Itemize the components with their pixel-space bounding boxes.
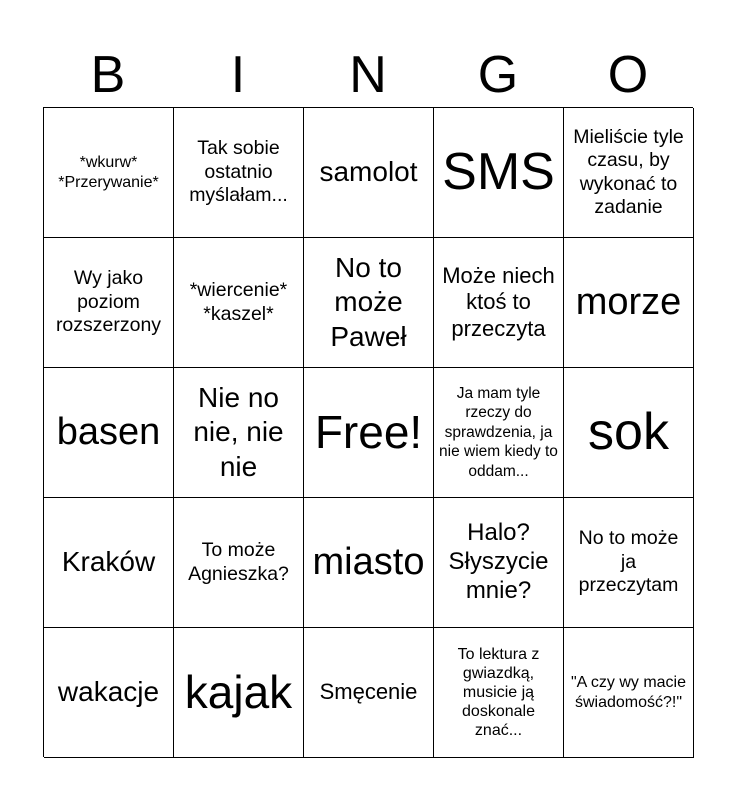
cell-text: "A czy wy macie świadomość?!" [570, 674, 687, 711]
bingo-cell[interactable] [44, 628, 174, 758]
cell-text: morze [575, 280, 682, 323]
bingo-cell[interactable] [564, 108, 694, 238]
bingo-cell[interactable] [564, 498, 694, 628]
bingo-cell[interactable] [174, 498, 304, 628]
bingo-title [43, 44, 693, 106]
cell-text: *wiercenie* *kaszel* [189, 279, 288, 325]
cell-text: wakacje [57, 676, 160, 708]
cell-text: To lektura z gwiazdką, musicie ją doskonale znać... [457, 645, 540, 740]
bingo-cell[interactable] [174, 368, 304, 498]
cell-text: sok [588, 402, 669, 461]
bingo-board [43, 107, 693, 757]
cell-text: Wy jako poziom rozszerzony [55, 267, 162, 337]
bingo-cell[interactable] [564, 628, 694, 758]
bingo-cell[interactable] [304, 108, 434, 238]
cell-text: samolot [319, 156, 418, 188]
bingo-cell[interactable] [174, 238, 304, 368]
cell-text: kajak [184, 666, 293, 719]
bingo-cell[interactable] [44, 368, 174, 498]
cell-text: miasto [312, 540, 425, 583]
title-letter-b: B [90, 46, 126, 104]
bingo-cell[interactable] [174, 628, 304, 758]
free-cell[interactable] [304, 368, 434, 498]
bingo-cell[interactable] [44, 108, 174, 238]
cell-text: Tak sobie ostatnio myślałam... [189, 137, 288, 207]
cell-text: No to może Paweł [330, 252, 407, 352]
title-letter-n: N [349, 46, 387, 104]
cell-text: No to może ja przeczytam [578, 527, 679, 597]
bingo-cell[interactable] [44, 498, 174, 628]
cell-text: To może Agnieszka? [188, 539, 289, 585]
cell-text: Halo? Słyszycie mnie? [448, 519, 549, 604]
cell-text: Kraków [61, 546, 156, 578]
bingo-cell[interactable] [174, 108, 304, 238]
cell-text: *wkurw* *Przerywanie* [58, 154, 159, 191]
bingo-cell[interactable] [564, 238, 694, 368]
cell-text: basen [56, 410, 161, 453]
bingo-cell[interactable] [44, 238, 174, 368]
cell-text: Może niech ktoś to przeczyta [442, 262, 555, 341]
bingo-cell[interactable] [434, 108, 564, 238]
bingo-cell[interactable] [304, 238, 434, 368]
bingo-cell[interactable] [434, 498, 564, 628]
title-letter-i: I [230, 46, 246, 104]
cell-text: Smęcenie [319, 679, 418, 705]
cell-text: Mieliście tyle czasu, by wykonać to zadanie [573, 125, 684, 218]
cell-text: SMS [442, 142, 555, 201]
cell-text: Ja mam tyle rzeczy do sprawdzenia, ja nie wiem kiedy to oddam... [439, 385, 558, 480]
cell-text: Free! [314, 406, 423, 459]
bingo-cell[interactable] [304, 628, 434, 758]
bingo-cell[interactable] [434, 238, 564, 368]
bingo-cell[interactable] [434, 628, 564, 758]
title-letter-o: O [607, 46, 649, 104]
bingo-cell[interactable] [564, 368, 694, 498]
bingo-cell[interactable] [304, 498, 434, 628]
cell-text: Nie no nie, nie nie [193, 382, 284, 482]
title-letter-g: G [477, 46, 519, 104]
bingo-cell[interactable] [434, 368, 564, 498]
